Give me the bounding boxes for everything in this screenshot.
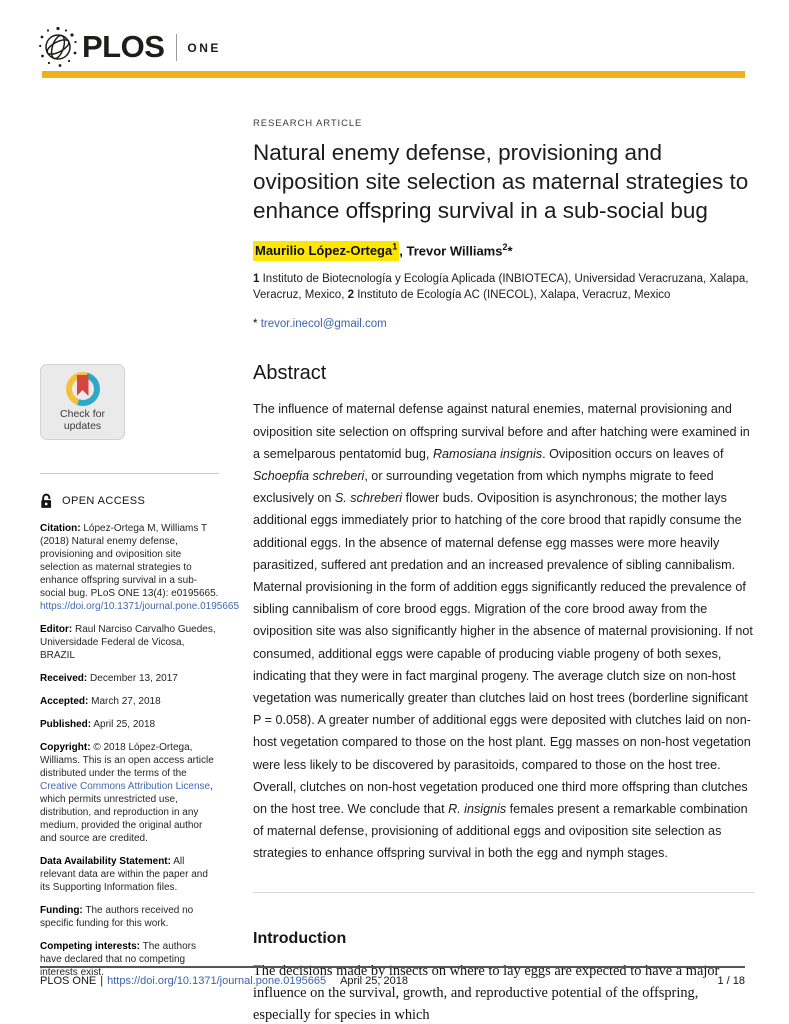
species-name: Schoepfia schreberi — [253, 468, 365, 483]
affiliation-2-text: Instituto de Ecología AC (INECOL), Xalapa, Veracruz, Mexico — [357, 289, 671, 302]
published-date: April 25, 2018 — [93, 719, 156, 730]
data-availability-label: Data Availability Statement: — [40, 856, 171, 867]
species-name: R. insignis — [448, 801, 507, 816]
abstract-text — [253, 398, 754, 864]
accepted-label: Accepted: — [40, 696, 89, 707]
ring-bookmark-icon — [66, 372, 100, 406]
received-label: Received: — [40, 673, 88, 684]
accepted-block — [40, 695, 219, 708]
citation-doi-link[interactable]: https://doi.org/10.1371/journal.pone.0195665 — [40, 601, 240, 612]
species-name: Ramosiana insignis — [432, 446, 543, 461]
highlighted-author — [253, 241, 399, 261]
copyright-label: Copyright: — [40, 742, 91, 753]
citation-label: Citation: — [40, 523, 81, 534]
author-1-name: Maurilio López-Ortega — [255, 243, 393, 259]
open-access-row — [40, 493, 219, 509]
plos-logo — [38, 24, 221, 70]
article-metadata-sidebar — [40, 364, 240, 979]
published-label: Published: — [40, 719, 92, 730]
author-separator: , — [399, 243, 407, 259]
funding-label: Funding: — [40, 905, 83, 916]
article-type-kicker: RESEARCH ARTICLE — [253, 118, 363, 129]
journal-name: ONE — [187, 41, 221, 55]
page-number: 1 / 18 — [717, 975, 745, 987]
abstract-part: , or surrounding vegetation from which nymphs migrate to feed exclusively on — [253, 468, 714, 506]
affiliation-1-text: Instituto de Biotecnología y Ecología Aplicada (INBIOTECA), Universidad Veracruzana, Xalapa, Veracruz, Mexico, — [253, 273, 749, 302]
article-title: Natural enemy defense, provisioning and oviposition site selection as maternal strategies to enhance offspring survival in a sub-social bug — [253, 140, 749, 223]
data-availability-block — [40, 855, 219, 894]
logo-divider — [176, 34, 177, 61]
sidebar-divider — [40, 473, 219, 474]
copyright-post: , which permits unrestricted use, distribution, and reproduction in any medium, provided the original author and source are credited. — [40, 781, 213, 844]
abstract-part: The influence of maternal defense against natural enemies, maternal provisioning and oviposition site selection on offspring survival before and after hatching were examined in a semelparous pentatomid bug, — [253, 402, 750, 461]
author-1-affiliation-sup: 1 — [392, 242, 398, 252]
plos-wordmark: PLOS — [82, 29, 165, 64]
citation-text: López-Ortega M, Williams T (2018) Natural enemy defense, provisioning and oviposition site selection as maternal strategies to enhance offspring survival in a sub-social bug. PLoS ONE 13(4): e0195665. — [40, 523, 219, 599]
data-availability-text: All relevant data are within the paper and its Supporting Information files. — [40, 856, 208, 893]
received-block — [40, 672, 219, 685]
citation-block — [40, 522, 240, 613]
introduction-heading: Introduction — [253, 929, 347, 947]
copyright-pre: © 2018 López-Ortega, Williams. This is an open access article distributed under the terms of the — [40, 742, 214, 779]
open-access-label: OPEN ACCESS — [62, 495, 146, 507]
footer-doi-link[interactable]: https://doi.org/10.1371/journal.pone.0195665 — [107, 975, 327, 987]
sidebar-body — [40, 522, 240, 979]
author-2-name: Trevor Williams — [406, 243, 503, 259]
introduction-text: The decisions made by insects on where to lay eggs are expected to have a major influence on the survival, growth, and reproductive potential of the offspring, especially for species in which — [253, 962, 720, 1023]
check-for-updates-label — [60, 409, 105, 432]
author-line — [253, 242, 754, 258]
check-for-updates-badge[interactable] — [40, 364, 125, 440]
plos-globe-icon — [38, 25, 78, 69]
copyright-block — [40, 741, 219, 845]
corresponding-email-line — [253, 318, 754, 330]
abstract-divider — [253, 892, 754, 893]
bookmark-icon — [77, 375, 89, 396]
abstract-part: . Oviposition occurs on leaves of — [542, 446, 724, 461]
editor-block — [40, 623, 219, 662]
funding-block — [40, 904, 219, 930]
author-2-affiliation-sup: 2 — [502, 242, 508, 252]
competing-interests-text: The authors have declared that no competing interests exist. — [40, 941, 196, 978]
affiliation-2-number: 2 — [347, 289, 355, 302]
footer-left — [40, 975, 408, 987]
corresponding-email-link[interactable]: trevor.inecol@gmail.com — [260, 318, 387, 331]
editor-label: Editor: — [40, 624, 73, 635]
check-for-updates-line1: Check for — [60, 408, 105, 420]
published-block — [40, 718, 219, 731]
affiliation-1-number: 1 — [253, 273, 260, 286]
footer-journal: PLOS ONE — [40, 975, 97, 987]
abstract-part: females present a remarkable combination of maternal defense, provisioning of additional eggs and oviposition site selection as strategies to enhance offspring survival in both the egg and nymph stages. — [253, 801, 748, 861]
affiliations — [253, 271, 754, 303]
editor-text: Raul Narciso Carvalho Guedes, Universidade Federal de Vicosa, BRAZIL — [40, 624, 216, 661]
accepted-date: March 27, 2018 — [91, 696, 161, 707]
footer-separator: | — [100, 975, 104, 987]
corresponding-author-marker: * — [507, 243, 513, 259]
footer-rule — [40, 966, 745, 968]
abstract-heading: Abstract — [253, 362, 327, 385]
received-date: December 13, 2017 — [90, 673, 178, 684]
species-name: S. schreberi — [334, 491, 403, 506]
email-marker: * — [253, 318, 258, 331]
cc-license-link[interactable]: Creative Commons Attribution License — [40, 781, 211, 792]
funding-text: The authors received no specific funding for this work. — [40, 905, 194, 929]
header-accent-bar — [42, 71, 745, 78]
abstract-part: flower buds. Oviposition is asynchronous; the mother lays additional eggs immediately prior to hatching of the core brood that rapidly consume the additional eggs. In the absence of maternal defense egg masses were more heavily parasitized, suffered ant predation and an increased prevalence of sibling cannibalism. Maternal provisioning in the form of addition eggs significantly reduced the prevalence of sibling cannibalism of core brood eggs. Migration of the core brood away from the oviposition site was also significantly higher in the absence of maternal provisioning. If not consumed, additional eggs were capable of producing viable progeny of both sexes, indicating that they were in fact marginal progeny. The average clutch size on non-host vegetation was numerically greater than clutches laid on host trees (borderline significant P = 0.058). A greater number of additional eggs were deposited with clutches laid on non-host vegetation compared to those on the host plant. Egg masses on non-host vegetation were less likely to be discovered by parasitoids, compared to those on the host tree. Overall, clutches on non-host vegetation produced one third more offspring than clutches on the host tree. We conclude that — [253, 491, 753, 816]
competing-interests-block — [40, 940, 219, 979]
footer-date: April 25, 2018 — [340, 975, 408, 987]
open-lock-icon — [40, 493, 55, 509]
page-footer — [40, 975, 745, 987]
check-for-updates-line2: updates — [63, 419, 102, 432]
competing-interests-label: Competing interests: — [40, 941, 141, 952]
article-main-column — [253, 118, 754, 1024]
